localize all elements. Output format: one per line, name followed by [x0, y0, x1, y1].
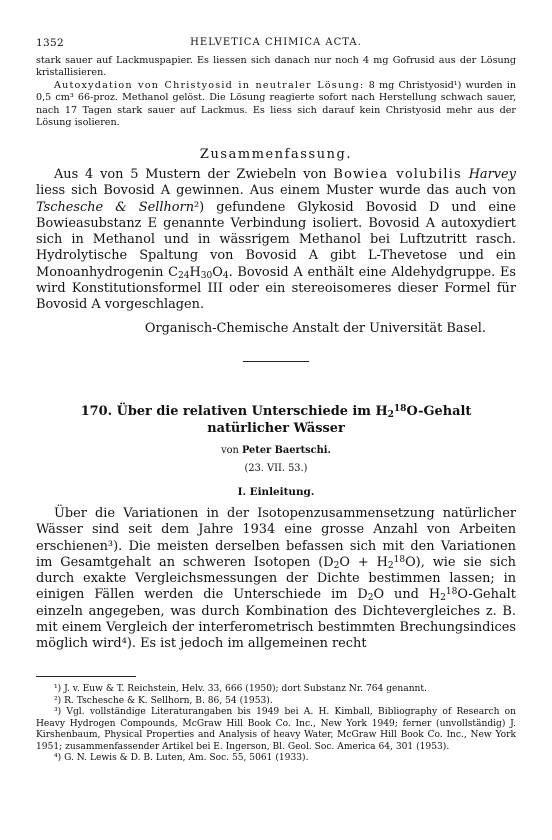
intro-text-b: O + H — [339, 554, 388, 570]
section-heading: I. Einleitung. — [237, 486, 315, 498]
intro-text-d: O und H — [373, 587, 441, 603]
author-prefix: von — [221, 445, 239, 456]
author-name: Peter Baertschi. — [241, 445, 331, 456]
footnote-4: ⁴) G. N. Lewis & D. B. Luten, Am. Soc. 55, 5061 (1933). — [54, 753, 309, 763]
affiliation: Organisch-Chemische Anstalt der Universität Basel. — [144, 320, 486, 336]
article-title — [36, 403, 516, 437]
summary-paragraph — [36, 167, 516, 314]
autoxidation-paragraph — [36, 80, 516, 130]
intro-text-a: Über die Variationen in der Isotopenzusammensetzung natürlicher Wässer sind seit dem Jahre 1934 eine grosse Anzahl von Arbeiten erschienen³). Die meisten derselben befassen sich mit den Variationen im Gesamtgehalt an schweren Isotopen (D — [36, 506, 516, 570]
introduction-paragraph: Über die Variationen in der Isotopenzusammensetzung natürlicher Wässer sind seit dem Jahre 1934 eine grosse Anzahl von Arbeiten erschienen³). Die meisten derselben befassen sich mit den Variationen im Gesamtgehalt an schweren Isotopen $(D_2O + H_2^{18}O)$, wie sie sich durch exakte Vergleichsmessungen der Dichte bestimmen lassen; in einigen Fällen werden die Unterschiede im $D_2O$ und $H_2^{18}O$-Gehalt einzeln angegeben, was durch Kombination des Dichtevergleiches z. B. mit einem Vergleich der interferometrisch bestimmten Brechungsindices möglich wird⁴). Es ist jedoch im allgemeinen recht — [36, 506, 516, 652]
continuation-block — [36, 55, 516, 129]
footnote-3: ³) Vgl. vollständige Literaturangaben bis 1949 bei A. H. Kimball, Bibliography of Research on Heavy Hydrogen Compounds, McGraw Hill Book Co. Inc., New York 1949; ferner (unvollständig) J. Kirshenbaum, Physical Properties and Analysis of heavy Water, McGraw Hill Book Co. Inc., New York 1951; zusammenfassender Artikel bei E. Ingerson, Bl. Geol. Soc. America 64, 301 (1953). — [36, 707, 516, 752]
article-title-line2: natürlicher Wässer — [207, 421, 345, 436]
title-subscript: 2 — [387, 409, 394, 420]
formula-o: O — [212, 264, 223, 280]
running-header — [36, 37, 516, 51]
title-text-b: O-Gehalt — [406, 404, 472, 419]
article-date: (23. VII. 53.) — [244, 463, 308, 474]
summary-heading: Zusammenfassung. — [199, 147, 353, 162]
journal-title: HELVETICA CHIMICA ACTA. — [190, 37, 362, 48]
formula-subscript-o: 4 — [222, 270, 229, 281]
page-number: 1352 — [36, 37, 64, 49]
summary-text-c: ²) gefundene Glykosid Bovosid D und eine Bowieasubstanz E genannte Verbindung isoliert. Bovosid A autoxydiert sich in Methanol und in wässrigem Methanol bei Luftzutritt rasch. Hydrolytische Spaltung von Bovosid A gibt L-Thevetose und ein Monoanhydrogenin C — [36, 199, 516, 280]
title-superscript: 18 — [393, 403, 407, 414]
summary-text-b: liess sich Bovosid A gewinnen. Aus einem Muster wurde das auch von — [36, 183, 516, 199]
summary-text-a: Aus 4 von 5 Mustern der Zwiebeln von — [54, 167, 327, 182]
continuation-text: stark sauer auf Lackmuspapier. Es liessen sich danach nur noch 4 mg Gofrusid aus der Lösung kristallisieren. — [36, 55, 516, 79]
article-title-line1 — [36, 403, 516, 420]
reference-authors: Tschesche & Sellhorn — [36, 199, 195, 215]
section-divider — [243, 361, 309, 362]
formula-subscript-c: 24 — [178, 270, 190, 281]
intro-text-c: O), wie sie sich durch exakte Vergleichsmessungen der Dichte bestimmen lassen; in einigen Fällen werden die Unterschiede im D — [36, 554, 516, 603]
footnotes — [36, 684, 516, 765]
footnote-rule — [36, 676, 136, 677]
species-author: Harvey — [468, 167, 516, 182]
autoxidation-lead: Autoxydation von Christyosid in neutraler Lösung: — [54, 79, 365, 91]
article-number: 170. — [80, 404, 113, 419]
author-line — [36, 445, 516, 456]
intro-text-e: O-Gehalt einzeln angegeben, was durch Kombination des Dichtevergleiches z. B. mit einem Vergleich der interferometrisch bestimmten Brechungsindices möglich wird⁴). Es ist jedoch im allgemeinen recht — [36, 587, 516, 652]
summary-text-d: . Bovosid A enthält eine Aldehydgruppe. Es wird Konstitutionsformel III oder ein stereoisomeres dieser Formel für Bovosid A vorgeschlagen. — [36, 264, 517, 313]
title-text-a: Über die relativen Unterschiede im H — [116, 404, 388, 419]
footnote-2: ²) R. Tschesche & K. Sellhorn, B. 86, 54 (1953). — [54, 695, 273, 706]
introduction-body — [36, 506, 516, 653]
footnote-1: ¹) J. v. Euw & T. Reichstein, Helv. 33, 666 (1950); dort Substanz Nr. 764 genannt. — [54, 684, 427, 694]
autoxidation-text: 8 mg Christyosid¹) wurden in 0,5 cm³ 66-proz. Methanol gelöst. Die Lösung reagierte sofort nach Herstellung schwach sauer, nach 17 Tagen stark sauer auf Lackmus. Es liess sich darauf kein Christyosid mehr aus der Lösung isolieren. — [36, 79, 517, 129]
formula-subscript-h: 30 — [200, 270, 213, 281]
species-name: Bowiea volubilis — [333, 167, 462, 182]
formula-h: H — [189, 264, 201, 280]
summary-body — [36, 167, 516, 337]
